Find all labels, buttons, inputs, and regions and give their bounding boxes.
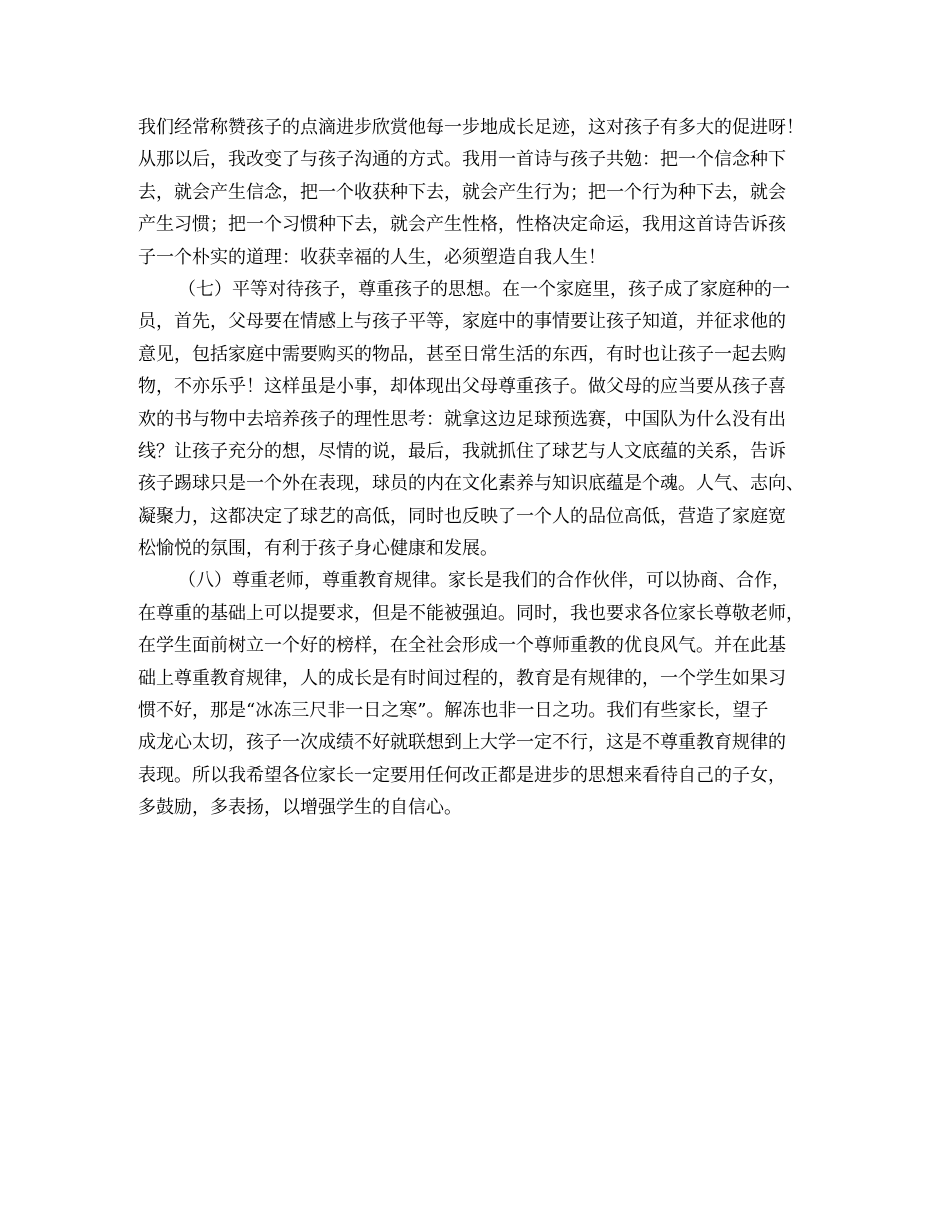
- paragraph-continuation: [138, 112, 818, 274]
- text-line: 在学生面前树立一个好的榜样，在全社会形成一个尊师重教的优良风气。并在此基: [138, 635, 786, 657]
- text-line: （七）平等对待孩子，尊重孩子的思想。在一个家庭里，孩子成了家庭种的一: [178, 278, 790, 300]
- text-line: 意见，包括家庭中需要购买的物品，甚至日常生活的东西，有时也让孩子一起去购: [138, 343, 786, 365]
- text-line: 员，首先，父母要在情感上与孩子平等，家庭中的事情要让孩子知道，并征求他的: [138, 311, 786, 333]
- text-line: 表现。所以我希望各位家长一定要用任何改正都是进步的思想来看待自己的子女，: [138, 764, 786, 786]
- text-line: 孩子踢球只是一个外在表现，球员的内在文化素养与知识底蕴是个魂。人气、志向、: [138, 473, 804, 495]
- text-line: 凝聚力，这都决定了球艺的高低，同时也反映了一个人的品位高低，营造了家庭宽: [138, 505, 786, 527]
- text-line: 成龙心太切，孩子一次成绩不好就联想到上大学一定不行，这是不尊重教育规律的: [138, 732, 786, 754]
- text-line: 惯不好，那是“冰冻三尺非一日之寒”。解冻也非一日之功。我们有些家长，望子: [138, 700, 769, 722]
- paragraph-seven: [138, 274, 818, 566]
- text-line: （八）尊重老师，尊重教育规律。家长是我们的合作伙伴，可以协商、合作，: [178, 570, 790, 592]
- text-line: 欢的书与物中去培养孩子的理性思考：就拿这边足球预选赛，中国队为什么没有出: [138, 408, 786, 430]
- text-line: 在尊重的基础上可以提要求，但是不能被强迫。同时，我也要求各位家长尊敬老师，: [138, 602, 804, 624]
- text-line: 我们经常称赞孩子的点滴进步欣赏他每一步地成长足迹，这对孩子有多大的促进呀！: [138, 117, 804, 138]
- text-line: 去，就会产生信念，把一个收获种下去，就会产生行为；把一个行为种下去，就会: [138, 181, 786, 203]
- text-line: 从那以后，我改变了与孩子沟通的方式。我用一首诗与孩子共勉：把一个信念种下: [138, 149, 786, 171]
- text-line: 物，不亦乐乎！这样虽是小事，却体现出父母尊重孩子。做父母的应当要从孩子喜: [138, 376, 786, 398]
- text-line: 子一个朴实的道理：收获幸福的人生，必须塑造自我人生！: [138, 246, 606, 268]
- paragraph-eight: [138, 565, 818, 824]
- text-line: 多鼓励，多表扬，以增强学生的自信心。: [138, 797, 462, 819]
- document-body: [138, 112, 818, 825]
- text-line: 础上尊重教育规律，人的成长是有时间过程的，教育是有规律的，一个学生如果习: [138, 667, 786, 689]
- text-line: 松愉悦的氛围，有利于孩子身心健康和发展。: [138, 538, 498, 560]
- text-line: 线？让孩子充分的想，尽情的说，最后，我就抓住了球艺与人文底蕴的关系，告诉: [138, 440, 786, 462]
- text-line: 产生习惯；把一个习惯种下去，就会产生性格，性格决定命运，我用这首诗告诉孩: [138, 214, 786, 236]
